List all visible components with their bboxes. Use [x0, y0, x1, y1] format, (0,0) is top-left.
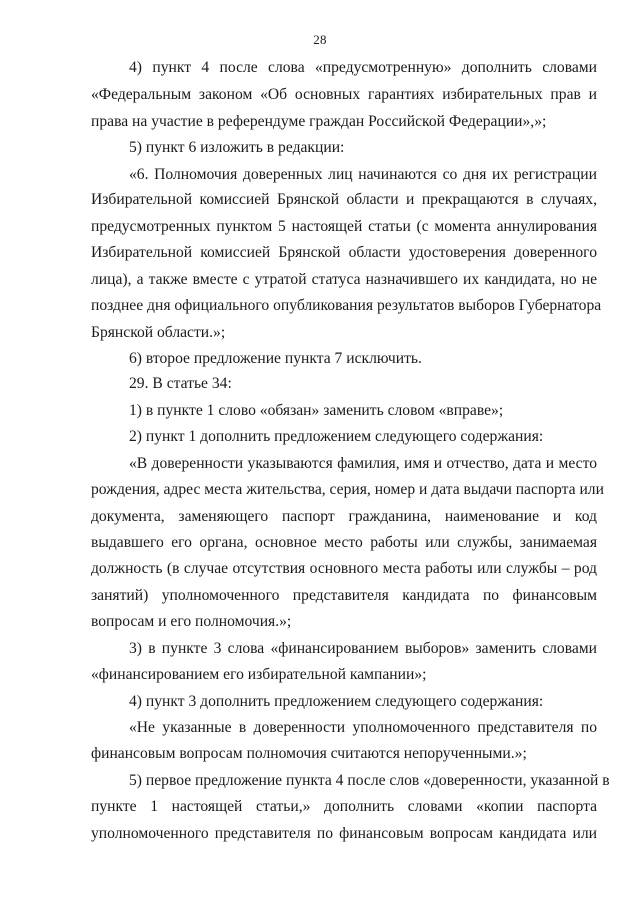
text-line: рождения, адрес места жительства, серия, номер и дата выдачи паспорта или: [91, 481, 604, 498]
text-line: документа, заменяющего паспорт гражданина, наименование и код: [91, 508, 597, 525]
text-line: уполномоченного представителя по финансовым вопросам кандидата или: [91, 825, 597, 842]
text-line: пункте 1 настоящей статьи,» дополнить словами «копии паспорта: [91, 798, 597, 815]
text-line: лица), а также вместе с утратой статуса назначившего их кандидата, но не: [91, 271, 597, 288]
text-line: 3) в пункте 3 слова «финансированием выборов» заменить словами: [129, 640, 597, 657]
text-line: 29. В статье 34:: [129, 375, 232, 392]
text-line: Брянской области.»;: [91, 324, 226, 341]
text-line: Избирательной комиссией Брянской области удостоверения доверенного: [91, 244, 597, 261]
text-line: должность (в случае отсутствия основного места работы или службы – род: [91, 560, 597, 577]
text-line: Избирательной комиссией Брянской области и прекращаются в случаях,: [91, 191, 597, 208]
text-line: 5) пункт 6 изложить в редакции:: [129, 139, 345, 156]
text-line: права на участие в референдуме граждан Российской Федерации»,»;: [91, 113, 547, 130]
text-line: «6. Полномочия доверенных лиц начинаются со дня их регистрации: [129, 166, 597, 183]
text-line: финансовым вопросам полномочия считаются непорученными.»;: [91, 745, 527, 762]
text-line: выдавшего его органа, основное место работы или службы, занимаемая: [91, 534, 597, 551]
text-line: позднее дня официального опубликования результатов выборов Губернатора: [91, 297, 602, 314]
text-line: вопросам и его полномочия.»;: [91, 613, 292, 630]
text-line: 4) пункт 4 после слова «предусмотренную» дополнить словами: [129, 59, 597, 76]
text-line: «Федеральным законом «Об основных гарантиях избирательных прав и: [91, 86, 597, 103]
text-line: занятий) уполномоченного представителя кандидата по финансовым: [91, 587, 597, 604]
text-line: 4) пункт 3 дополнить предложением следующего содержания:: [129, 693, 544, 710]
text-line: предусмотренных пунктом 5 настоящей статьи (с момента аннулирования: [91, 218, 597, 235]
text-line: 6) второе предложение пункта 7 исключить.: [129, 350, 422, 367]
text-line: 5) первое предложение пункта 4 после слов «доверенности, указанной в: [129, 772, 610, 789]
text-line: 2) пункт 1 дополнить предложением следующего содержания:: [129, 428, 544, 445]
text-line: «В доверенности указываются фамилия, имя и отчество, дата и место: [129, 455, 597, 472]
text-line: «Не указанные в доверенности уполномоченного представителя по: [129, 719, 597, 736]
text-line: 1) в пункте 1 слово «обязан» заменить словом «вправе»;: [129, 402, 504, 419]
text-line: «финансированием его избирательной кампании»;: [91, 666, 427, 683]
page-number: 28: [313, 32, 327, 47]
